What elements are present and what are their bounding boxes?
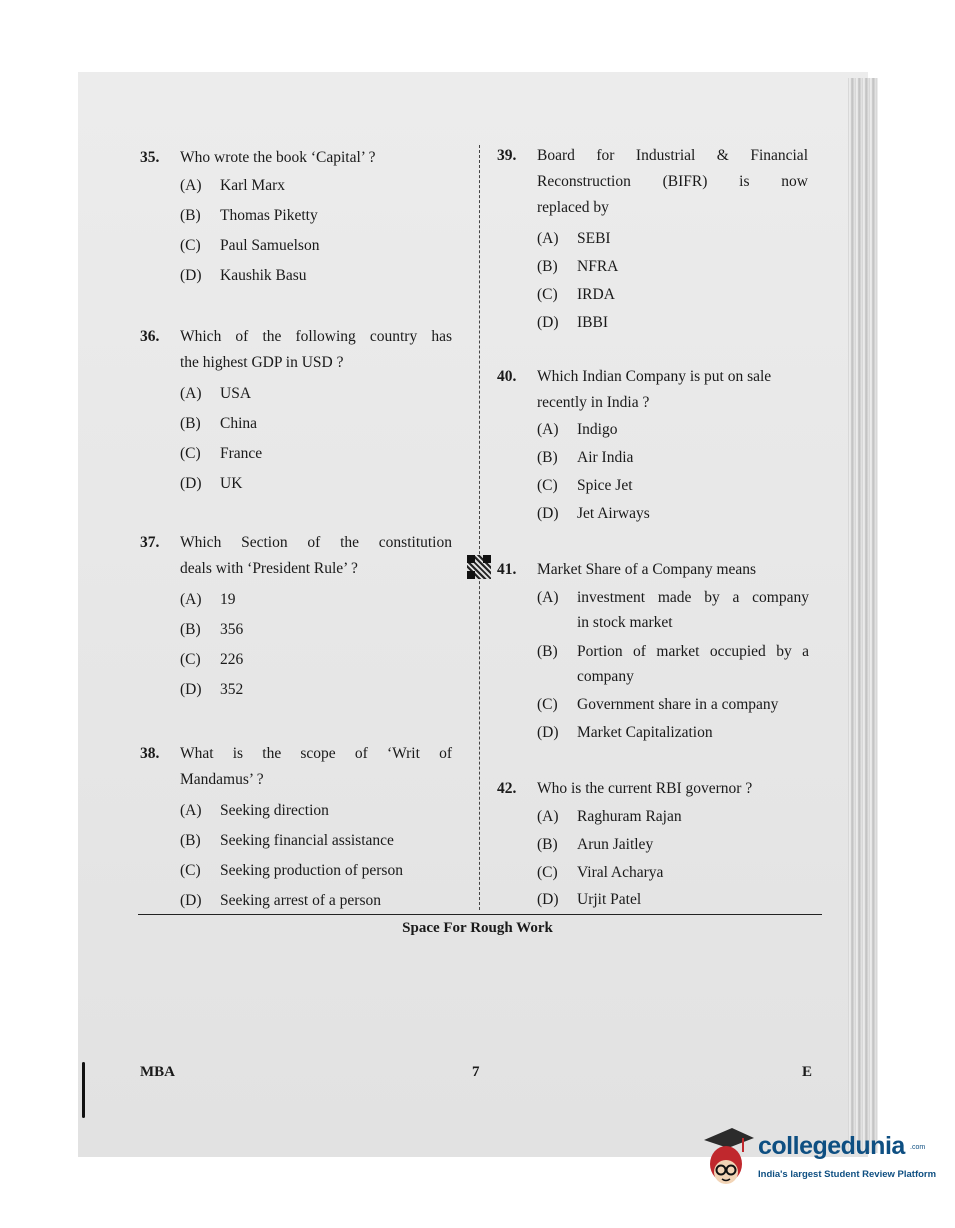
footer-right: E — [802, 1064, 813, 1080]
question-text: Who is the current RBI governor ? — [537, 780, 753, 797]
question-number: 40. — [497, 368, 517, 385]
option-d: (D) UK — [180, 475, 243, 492]
question-number: 42. — [497, 780, 517, 797]
option-d: (D) Kaushik Basu — [180, 267, 307, 284]
question-37 — [140, 530, 460, 710]
option-d: (D) Market Capitalization — [537, 724, 713, 741]
option-b: (B) Portion of market occupied by a company — [537, 643, 809, 685]
section-rule — [138, 914, 822, 915]
mascot-icon — [698, 1124, 756, 1190]
option-a: (A) SEBI — [537, 230, 611, 247]
option-c: (C) Spice Jet — [537, 477, 633, 494]
option-b: (B) NFRA — [537, 258, 619, 275]
option-d: (D) Seeking arrest of a person — [180, 892, 381, 909]
option-a: (A) Karl Marx — [180, 177, 285, 194]
option-a: (A) investment made by a company in stock market — [537, 589, 809, 631]
option-b: (B) 356 — [180, 621, 244, 638]
qr-code-icon — [467, 555, 491, 579]
option-a: (A) 19 — [180, 591, 236, 608]
question-36 — [140, 324, 460, 504]
option-b: (B) Air India — [537, 449, 634, 466]
question-41 — [497, 557, 817, 747]
option-b: (B) Arun Jaitley — [537, 836, 654, 853]
question-42 — [497, 776, 817, 916]
question-text: Which Indian Company is put on sale recently in India ? — [537, 368, 772, 411]
question-number: 36. — [140, 328, 160, 345]
logo-tagline: India's largest Student Review Platform — [758, 1169, 937, 1180]
option-c: (C) Viral Acharya — [537, 864, 664, 881]
page-number: 7 — [472, 1064, 480, 1080]
question-number: 35. — [140, 149, 160, 166]
booklet-spine — [848, 78, 878, 1153]
option-c: (C) IRDA — [537, 286, 615, 303]
question-text: Who wrote the book ‘Capital’ ? — [180, 149, 376, 166]
question-number: 41. — [497, 561, 517, 578]
option-b: (B) Seeking financial assistance — [180, 832, 394, 849]
column-divider — [479, 145, 480, 910]
pen-mark — [82, 1062, 85, 1118]
question-text: Board for Industrial & Financial Reconstruction (BIFR) is now replaced by — [537, 147, 808, 216]
option-c: (C) 226 — [180, 651, 244, 668]
question-text: What is the scope of ‘Writ of Mandamus’ ? — [180, 745, 452, 788]
footer-left: MBA — [140, 1064, 175, 1080]
question-number: 39. — [497, 147, 517, 164]
question-number: 37. — [140, 534, 160, 551]
question-35 — [140, 145, 460, 295]
question-40 — [497, 364, 817, 534]
option-a: (A) Indigo — [537, 421, 618, 438]
question-text: Which Section of the constitution deals with ‘President Rule’ ? — [180, 534, 452, 577]
collegedunia-logo — [698, 1124, 938, 1190]
option-c: (C) Paul Samuelson — [180, 237, 320, 254]
logo-suffix: .com — [910, 1144, 926, 1151]
rough-work-heading: Space For Rough Work — [402, 920, 553, 936]
option-b: (B) China — [180, 415, 258, 432]
question-text: Market Share of a Company means — [537, 561, 757, 578]
question-39 — [497, 143, 817, 343]
option-c: (C) France — [180, 445, 263, 462]
question-text: Which of the following country has the highest GDP in USD ? — [180, 328, 452, 371]
option-a: (A) Seeking direction — [180, 802, 329, 819]
option-a: (A) Raghuram Rajan — [537, 808, 682, 825]
option-c: (C) Government share in a company — [537, 696, 779, 713]
logo-name: collegedunia — [758, 1132, 905, 1160]
option-d: (D) Jet Airways — [537, 505, 650, 522]
question-number: 38. — [140, 745, 160, 762]
option-d: (D) Urjit Patel — [537, 891, 642, 908]
question-38 — [140, 741, 460, 921]
option-c: (C) Seeking production of person — [180, 862, 403, 879]
option-d: (D) IBBI — [537, 314, 608, 331]
option-b: (B) Thomas Piketty — [180, 207, 318, 224]
option-d: (D) 352 — [180, 681, 244, 698]
option-a: (A) USA — [180, 385, 252, 402]
